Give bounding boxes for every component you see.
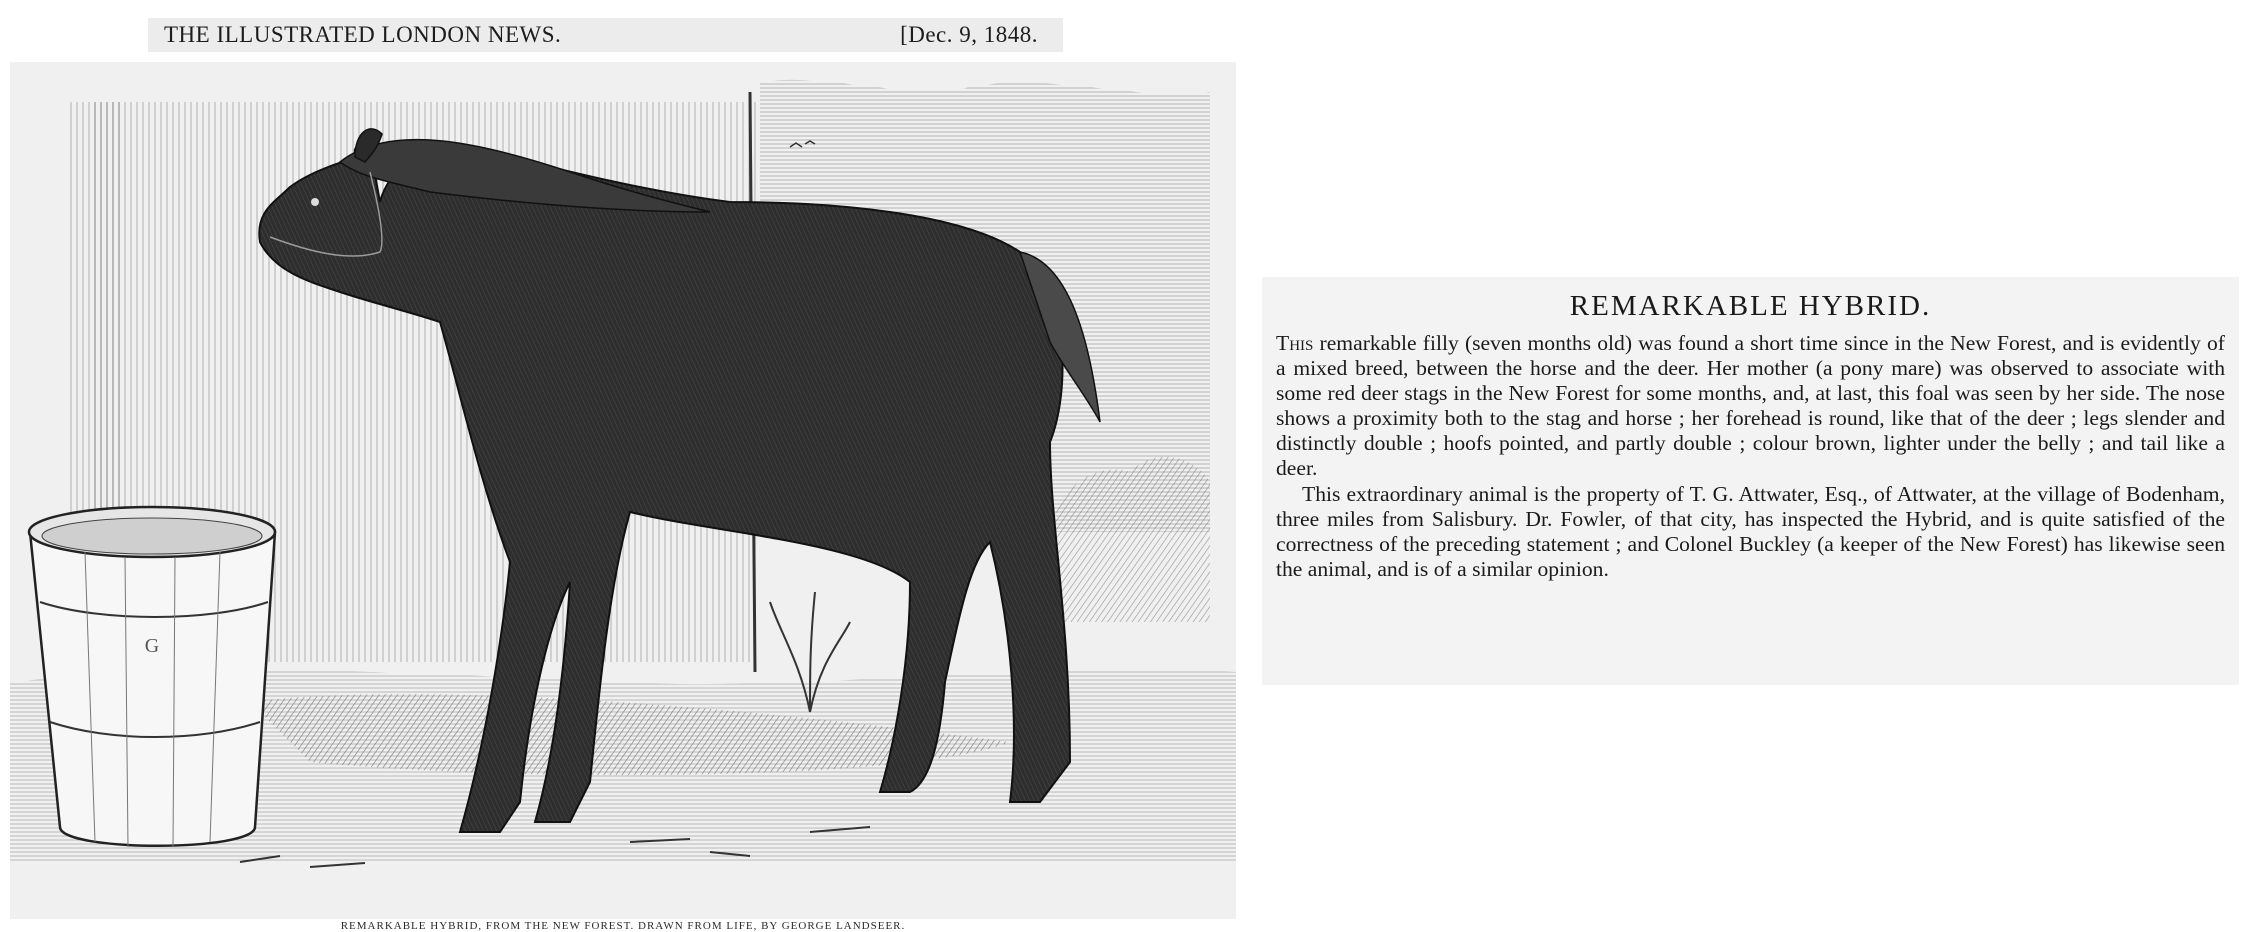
- engraving-artwork: [10, 62, 1236, 919]
- bucket-monogram: G: [144, 635, 160, 657]
- engraving-caption: REMARKABLE HYBRID, FROM THE NEW FOREST. DRAWN FROM LIFE, BY GEORGE LANDSEER.: [340, 920, 906, 932]
- newspaper-title: THE ILLUSTRATED LONDON NEWS.: [164, 22, 562, 47]
- paragraph-1-body: remarkable filly (seven months old) was found a short time since in the New Forest, and is evidently of a mixed breed, between the horse and the deer. Her mother (a pony mare) was observed to associate with some red deer stags in the New Forest for some months, and, at last, this foal was seen by her side. The nose shows a proximity both to the stag and horse ; her forehead is round, like that of the deer ; legs slender and distinctly double ; hoofs pointed, and partly double ; colour brown, lighter under the belly ; and tail like a deer.: [1276, 330, 2225, 480]
- article-paragraph-2: This extraordinary animal is the property of T. G. Attwater, Esq., of Attwater, at the village of Bodenham, three miles from Salisbury. Dr. Fowler, of that city, has inspected the Hybrid, and is quite satisfied of the correctness of the preceding statement ; and Colonel Buckley (a keeper of the New Forest) has likewise seen the animal, and is of a similar opinion.: [1276, 481, 2225, 581]
- issue-date: [Dec. 9, 1848.: [900, 22, 1038, 47]
- article-paragraph-1: [1276, 331, 2225, 481]
- article-clipping: [1262, 277, 2239, 685]
- masthead: [148, 18, 1063, 52]
- paragraph-lead-word: This: [1276, 330, 1314, 355]
- water-bucket: [29, 507, 275, 847]
- article-title: REMARKABLE HYBRID.: [1569, 290, 1932, 322]
- engraving-illustration: [10, 62, 1236, 932]
